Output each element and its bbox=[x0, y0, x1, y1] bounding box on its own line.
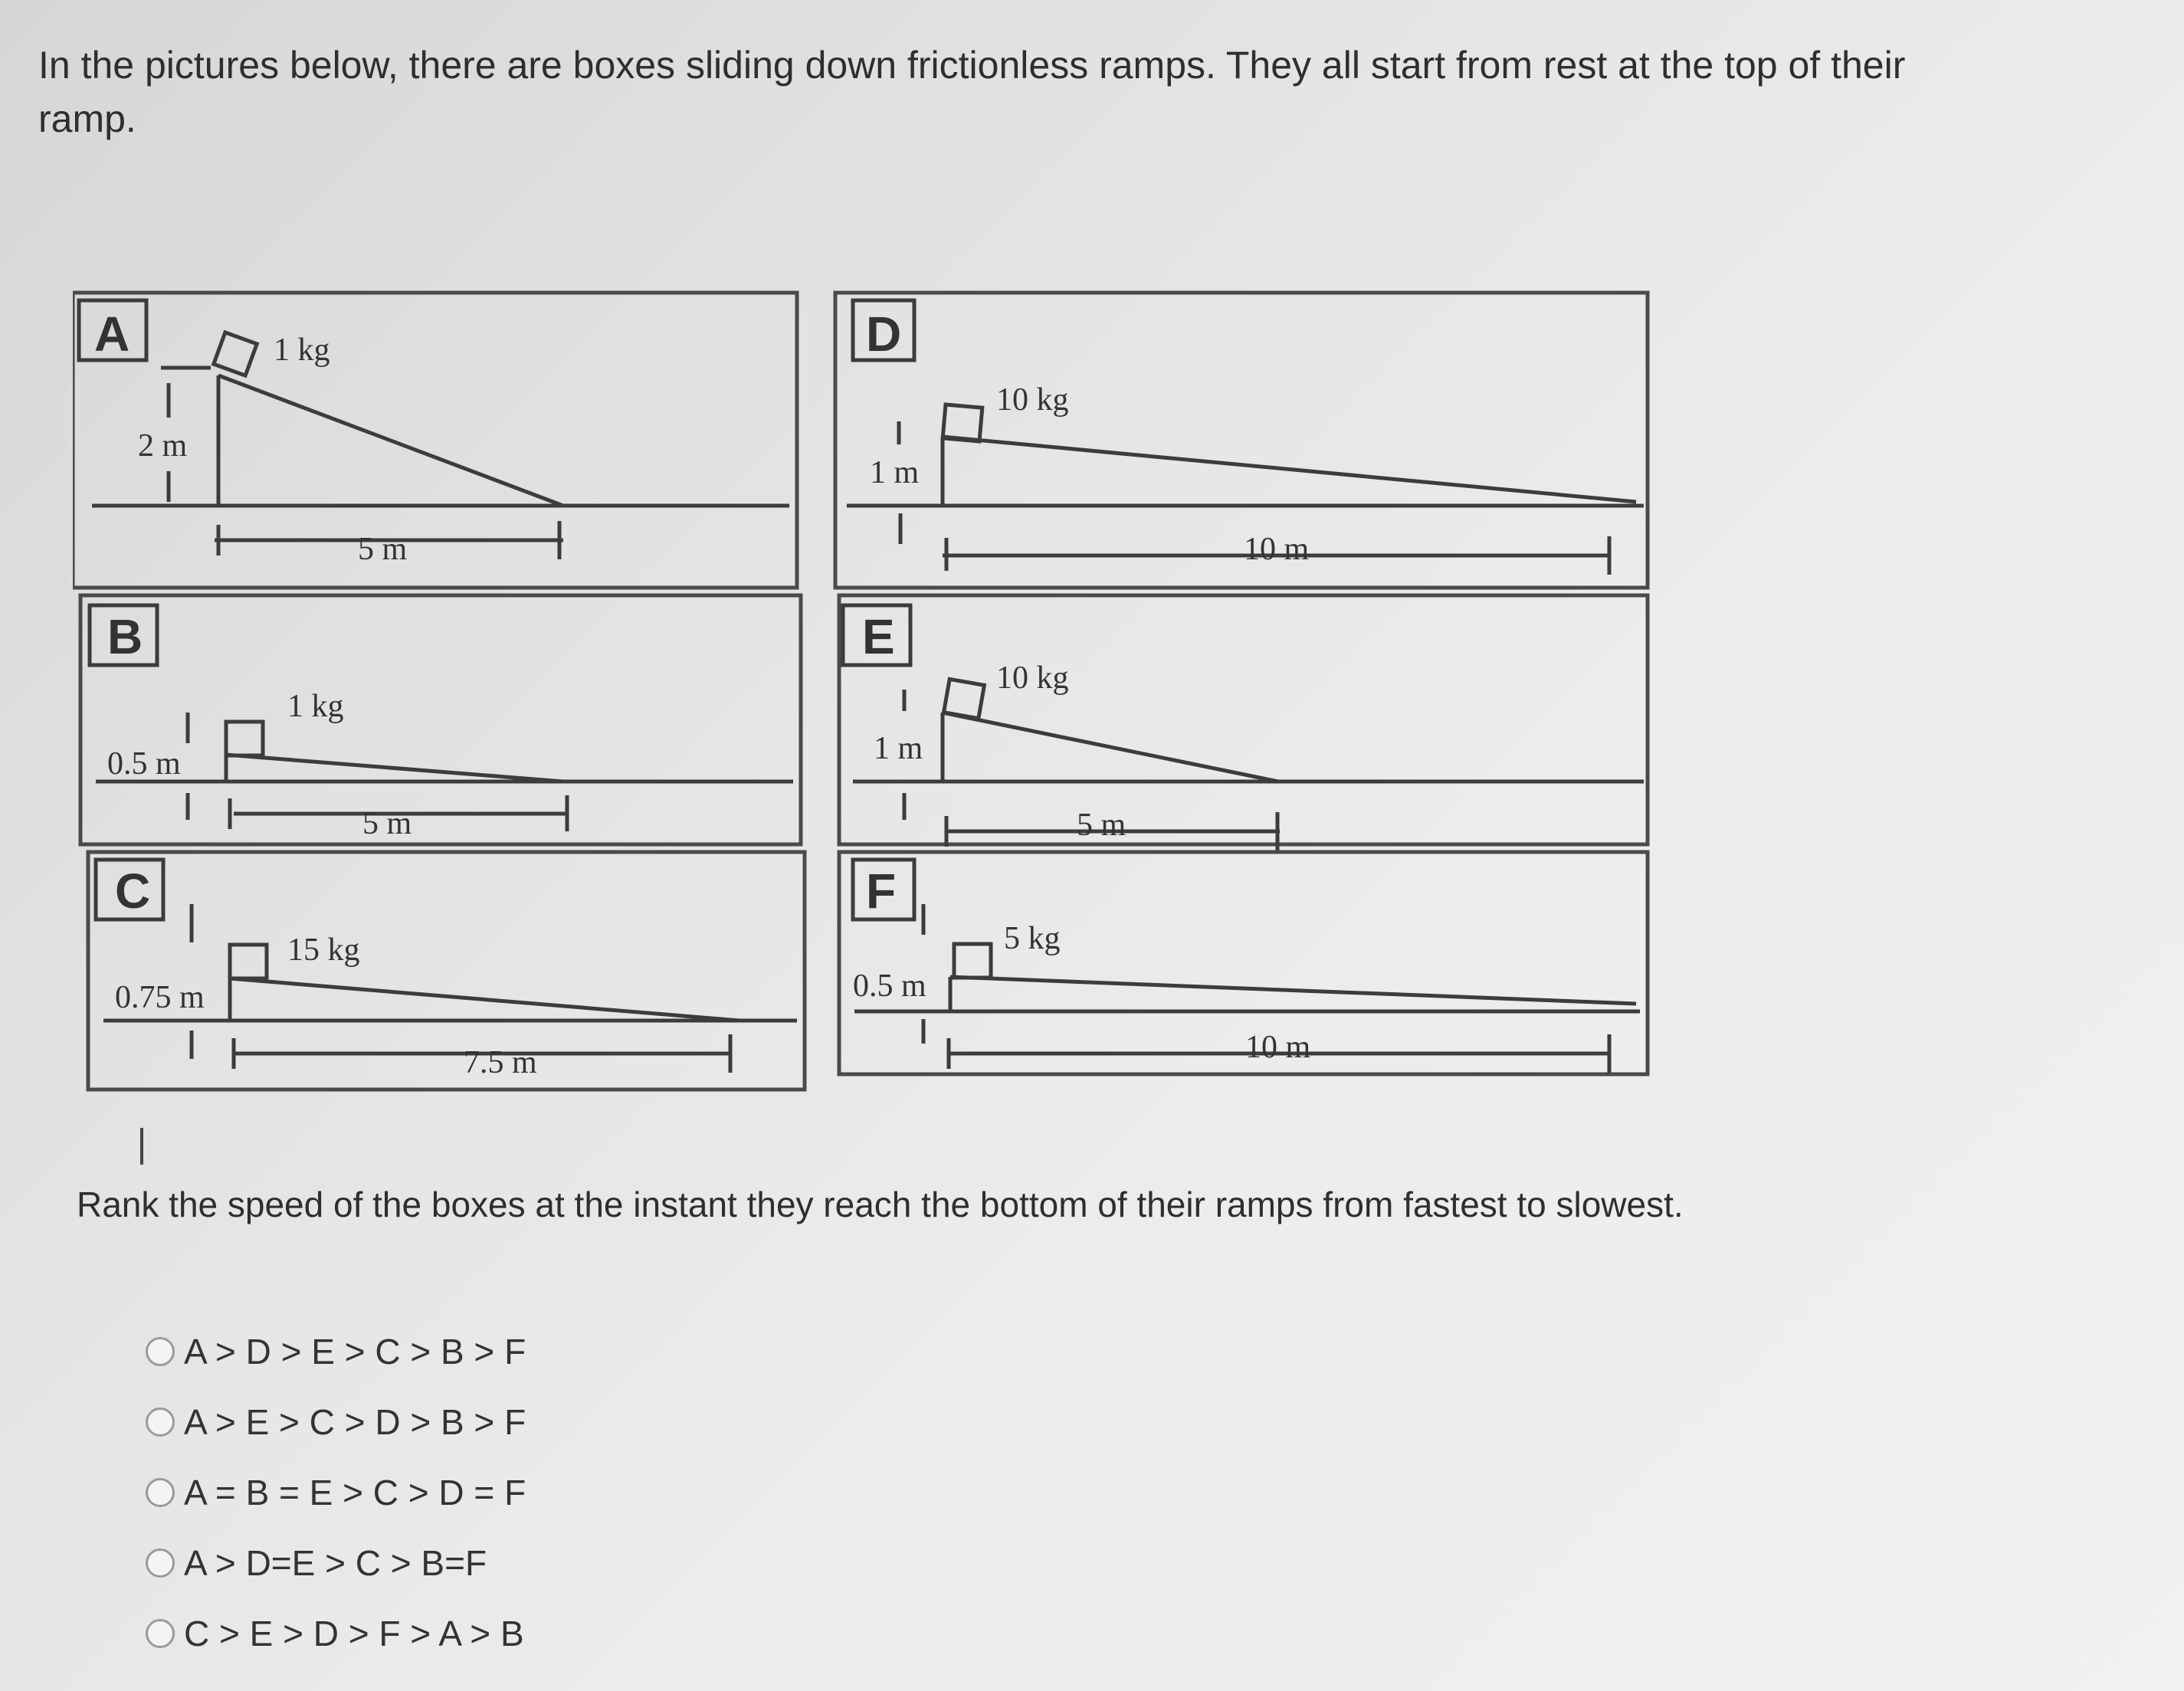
question-intro: In the pictures below, there are boxes sliding down frictionless ramps. They all start from rest at the top of their ramp. bbox=[38, 44, 1906, 140]
panel-f-height: 0.5 m bbox=[853, 968, 926, 1004]
panel-a-height: 2 m bbox=[138, 428, 188, 464]
panel-b-height: 0.5 m bbox=[107, 746, 181, 782]
radio-button[interactable] bbox=[146, 1337, 175, 1366]
radio-button[interactable] bbox=[146, 1548, 175, 1578]
choice-label: A = B = E > C > D = F bbox=[184, 1473, 526, 1512]
panel-a-letter: A bbox=[94, 306, 130, 362]
choice-label: A > E > C > D > B > F bbox=[184, 1402, 526, 1442]
panel-d-height: 1 m bbox=[870, 455, 920, 490]
radio-button[interactable] bbox=[146, 1408, 175, 1437]
panel-b bbox=[90, 605, 793, 831]
panel-c-mass: 15 kg bbox=[287, 932, 360, 968]
panel-e-frame bbox=[839, 595, 1648, 844]
panel-e-length: 5 m bbox=[1077, 808, 1126, 843]
choice-label: A > D > E > C > B > F bbox=[184, 1332, 526, 1371]
panel-e-mass: 10 kg bbox=[996, 660, 1069, 696]
panel-e-letter: E bbox=[862, 609, 895, 664]
panel-c bbox=[96, 860, 797, 1073]
panel-d-letter: D bbox=[866, 306, 902, 362]
panel-b-letter: B bbox=[107, 609, 143, 664]
radio-button[interactable] bbox=[146, 1619, 175, 1648]
panel-a-length: 5 m bbox=[358, 532, 408, 567]
panel-d-mass: 10 kg bbox=[996, 382, 1069, 418]
choice-label: A > D=E > C > B=F bbox=[184, 1543, 487, 1583]
panel-b-mass: 1 kg bbox=[287, 689, 344, 724]
answer-choices bbox=[146, 1316, 526, 1669]
panel-e-height: 1 m bbox=[874, 731, 923, 766]
panel-b-length: 5 m bbox=[362, 806, 412, 841]
panel-f-letter: F bbox=[866, 864, 897, 919]
choice-2[interactable] bbox=[146, 1387, 526, 1457]
ramps-figure bbox=[73, 283, 1659, 1111]
choice-1[interactable] bbox=[146, 1316, 526, 1387]
ramps-diagram bbox=[73, 283, 1659, 1111]
panel-e bbox=[843, 605, 1644, 850]
panel-c-letter: C bbox=[115, 864, 151, 919]
choice-5[interactable] bbox=[146, 1598, 526, 1669]
choice-label: C > E > D > F > A > B bbox=[184, 1614, 524, 1653]
panel-f-length: 10 m bbox=[1245, 1030, 1311, 1065]
rank-prompt: Rank the speed of the boxes at the instant they reach the bottom of their ramps from fastest to slowest. bbox=[77, 1185, 1684, 1224]
choice-4[interactable] bbox=[146, 1528, 526, 1598]
stray-mark bbox=[140, 1128, 143, 1165]
panel-d-length: 10 m bbox=[1244, 532, 1310, 567]
radio-button[interactable] bbox=[146, 1478, 175, 1507]
panel-c-height: 0.75 m bbox=[115, 980, 205, 1015]
choice-3[interactable] bbox=[146, 1457, 526, 1528]
panel-f-frame bbox=[839, 852, 1648, 1074]
panel-a-mass: 1 kg bbox=[274, 333, 330, 368]
panel-f-mass: 5 kg bbox=[1004, 921, 1061, 956]
panel-c-length: 7.5 m bbox=[464, 1045, 537, 1080]
